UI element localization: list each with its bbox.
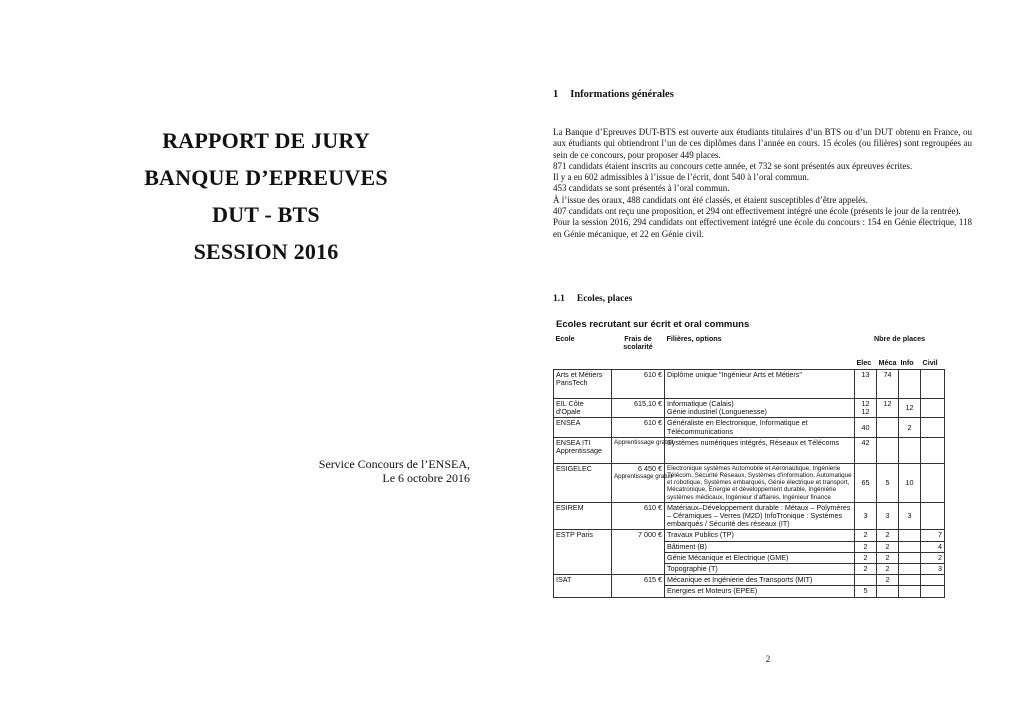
table-title: Ecoles recrutant sur écrit et oral communs bbox=[556, 319, 750, 330]
places-elec: 5 bbox=[855, 586, 877, 597]
places-civil bbox=[921, 586, 945, 597]
section-number: 1 bbox=[553, 89, 559, 100]
places-civil bbox=[921, 399, 945, 418]
table-row bbox=[554, 399, 945, 418]
places-meca: 2 bbox=[877, 564, 899, 575]
table-row bbox=[554, 370, 945, 399]
service-name: Service Concours de l’ENSEA, bbox=[318, 457, 470, 471]
school-filiere: Diplôme unique "Ingénieur Arts et Métiers" bbox=[665, 370, 855, 399]
page-number: 2 bbox=[765, 654, 771, 664]
places-info bbox=[899, 586, 921, 597]
places-elec: 2 bbox=[855, 552, 877, 563]
table-row bbox=[554, 463, 945, 502]
places-civil bbox=[921, 502, 945, 530]
col-frais: Frais de scolarité bbox=[623, 334, 653, 352]
places-info bbox=[899, 552, 921, 563]
table-row bbox=[554, 530, 945, 541]
right-page bbox=[512, 0, 1024, 724]
fee-value: 6 450 € bbox=[638, 463, 662, 473]
places-info bbox=[899, 370, 921, 399]
places-elec: 2 bbox=[855, 564, 877, 575]
school-filiere: Travaux Publics (TP) bbox=[665, 530, 855, 541]
school-filiere: Génie Mécanique et Electrique (GME) bbox=[665, 552, 855, 563]
school-name: ESTP Paris bbox=[554, 530, 612, 575]
subsection-title: Ecoles, places bbox=[576, 294, 633, 304]
table-row bbox=[554, 575, 945, 586]
places-info bbox=[899, 530, 921, 541]
places-elec: 65 bbox=[855, 463, 877, 502]
service-signature bbox=[280, 457, 470, 485]
places-info: 2 bbox=[899, 418, 921, 437]
places-value: 12 bbox=[861, 399, 870, 408]
col-info: Info bbox=[900, 358, 914, 367]
col-elec: Elec bbox=[856, 358, 872, 367]
places-civil: 7 bbox=[921, 530, 945, 541]
places-value: 12 bbox=[861, 407, 870, 417]
table-row bbox=[554, 502, 945, 530]
places-info bbox=[899, 437, 921, 463]
school-fee: 615,10 € bbox=[612, 399, 665, 418]
school-fee: 610 € bbox=[612, 502, 665, 530]
school-filiere: Electronique systèmes Automobile et Aéronautique, Ingénierie Télécom, Sécurité Réseaux, Systèmes d'information, Automatique et robotique, Systèmes embarqués, Génie électrique et transport, Mécatronique, Energie et développement durable, Ingéniérie systèmes médicaux, Ingénieur d'affaires, Ingénieur finance bbox=[665, 463, 855, 502]
col-ecole: Ecole bbox=[555, 334, 575, 343]
places-elec: 13 bbox=[855, 370, 877, 399]
places-elec: 42 bbox=[855, 437, 877, 463]
school-name: ESIREM bbox=[554, 502, 612, 530]
subsection-heading bbox=[553, 294, 632, 304]
school-fee: 7 000 € bbox=[612, 530, 665, 575]
places-meca: 5 bbox=[877, 463, 899, 502]
schools-table-wrap bbox=[553, 319, 944, 598]
places-meca bbox=[877, 586, 899, 597]
school-filiere bbox=[665, 399, 855, 418]
section-heading bbox=[553, 89, 674, 100]
places-elec bbox=[855, 575, 877, 586]
places-meca: 74 bbox=[877, 370, 899, 399]
school-filiere: Mécanique et Ingénierie des Transports (MIT) bbox=[665, 575, 855, 586]
places-meca: 2 bbox=[877, 530, 899, 541]
places-meca: 12 bbox=[877, 399, 899, 418]
table-subheader-row bbox=[554, 358, 945, 370]
title-line: BANQUE D’EPREUVES bbox=[144, 165, 388, 190]
school-name: ESIGELEC bbox=[554, 463, 612, 502]
school-fee: 610 € bbox=[612, 418, 665, 437]
places-civil: 4 bbox=[921, 541, 945, 552]
schools-table bbox=[553, 334, 945, 598]
school-fee: 615 € bbox=[612, 575, 665, 597]
paragraph: 407 candidats ont reçu une proposition, et 294 ont effectivement intégré une école (présents le jour de la rentrée). bbox=[553, 206, 961, 217]
table-row bbox=[554, 418, 945, 437]
table-row bbox=[554, 437, 945, 463]
school-name: ENSEA bbox=[554, 418, 612, 437]
subsection-number: 1.1 bbox=[553, 294, 565, 304]
table-header-row bbox=[554, 334, 945, 358]
places-info bbox=[899, 541, 921, 552]
school-name: ISAT bbox=[554, 575, 612, 597]
paragraph: À l’issue des oraux, 488 candidats ont été classés, et étaient susceptibles d’être appelés. bbox=[553, 194, 868, 205]
places-info: 12 bbox=[899, 399, 921, 418]
paragraph: Il y a eu 602 admissibles à l’issue de l’écrit, dont 540 à l’oral commun. bbox=[553, 172, 809, 183]
school-filiere: Généraliste en Electronique, Informatique et Télécommunications bbox=[665, 418, 855, 437]
places-meca: 2 bbox=[877, 552, 899, 563]
col-meca: Méca bbox=[878, 358, 897, 367]
fee-note: Apprentissage gratuit bbox=[614, 473, 673, 481]
section-title: Informations générales bbox=[570, 89, 674, 100]
school-fee: Apprentissage gratuit bbox=[612, 437, 665, 463]
school-name: Arts et Métiers ParisTech bbox=[554, 370, 612, 399]
places-civil bbox=[921, 463, 945, 502]
title-line: DUT - BTS bbox=[212, 202, 320, 227]
places-meca: 2 bbox=[877, 541, 899, 552]
school-filiere: Bâtiment (B) bbox=[665, 541, 855, 552]
places-civil: 3 bbox=[921, 564, 945, 575]
places-meca: 3 bbox=[877, 502, 899, 530]
places-info: 3 bbox=[899, 502, 921, 530]
paragraph: 871 candidats étaient inscrits au concours cette année, et 732 se sont présentés aux épreuves écrites. bbox=[553, 160, 913, 171]
school-fee: 610 € bbox=[612, 370, 665, 399]
paragraph: Pour la session 2016, 294 candidats ont effectivement intégré une école du concours : 154 en Génie électrique, 118 en Génie mécanique, et 22 en Génie civil. bbox=[553, 217, 972, 239]
places-civil bbox=[921, 418, 945, 437]
title-line: SESSION 2016 bbox=[193, 239, 339, 264]
school-fee bbox=[612, 463, 673, 502]
title-line: RAPPORT DE JURY bbox=[162, 128, 370, 153]
school-filiere: Systèmes numériques intégrés, Réseaux et Télécoms bbox=[665, 437, 855, 463]
places-civil bbox=[921, 370, 945, 399]
places-civil bbox=[921, 437, 945, 463]
places-elec: 2 bbox=[855, 541, 877, 552]
school-filiere: Topographie (T) bbox=[665, 564, 855, 575]
places-info bbox=[899, 564, 921, 575]
col-civil: Civil bbox=[922, 358, 938, 367]
places-info: 10 bbox=[899, 463, 921, 502]
places-elec bbox=[855, 399, 877, 418]
places-meca bbox=[877, 418, 899, 437]
report-title bbox=[100, 122, 432, 270]
places-elec: 3 bbox=[855, 502, 877, 530]
filiere-line: Génie industriel (Longuenesse) bbox=[667, 407, 767, 417]
places-info bbox=[899, 575, 921, 586]
filiere-line: Informatique (Calais) bbox=[667, 399, 734, 408]
places-civil: 2 bbox=[921, 552, 945, 563]
col-places: Nbre de places bbox=[873, 334, 926, 343]
paragraph: 453 candidats se sont présentés à l’oral commun. bbox=[553, 183, 730, 194]
paragraph: La Banque d’Epreuves DUT-BTS est ouverte aux étudiants titulaires d’un BTS ou d’un DUT obtenu en France, ou aux étudiants qui obtiendront l’un de ces diplômes dans l’année en cours. 15 écoles (ou filières) sont regroupées au sein de ce concours, pour proposer 449 places. bbox=[553, 127, 972, 160]
school-filiere: Matériaux–Développement durable : Métaux – Polymères – Céramiques – Verres (M2D) InfoTronique : Systèmes embarqués / Sécurité des réseaux (IT) bbox=[665, 502, 855, 530]
places-elec: 2 bbox=[855, 530, 877, 541]
col-filieres: Filières, options bbox=[666, 334, 722, 343]
places-meca bbox=[877, 437, 899, 463]
places-elec: 40 bbox=[855, 418, 877, 437]
school-name: ENSEA ITI Apprentissage bbox=[554, 437, 612, 463]
intro-text bbox=[553, 127, 972, 240]
school-filiere: Energies et Moteurs (EPEE) bbox=[665, 586, 855, 597]
places-civil bbox=[921, 575, 945, 586]
places-meca: 2 bbox=[877, 575, 899, 586]
report-date: Le 6 octobre 2016 bbox=[382, 471, 470, 485]
school-name: EIL Côte d'Opale bbox=[554, 399, 612, 418]
